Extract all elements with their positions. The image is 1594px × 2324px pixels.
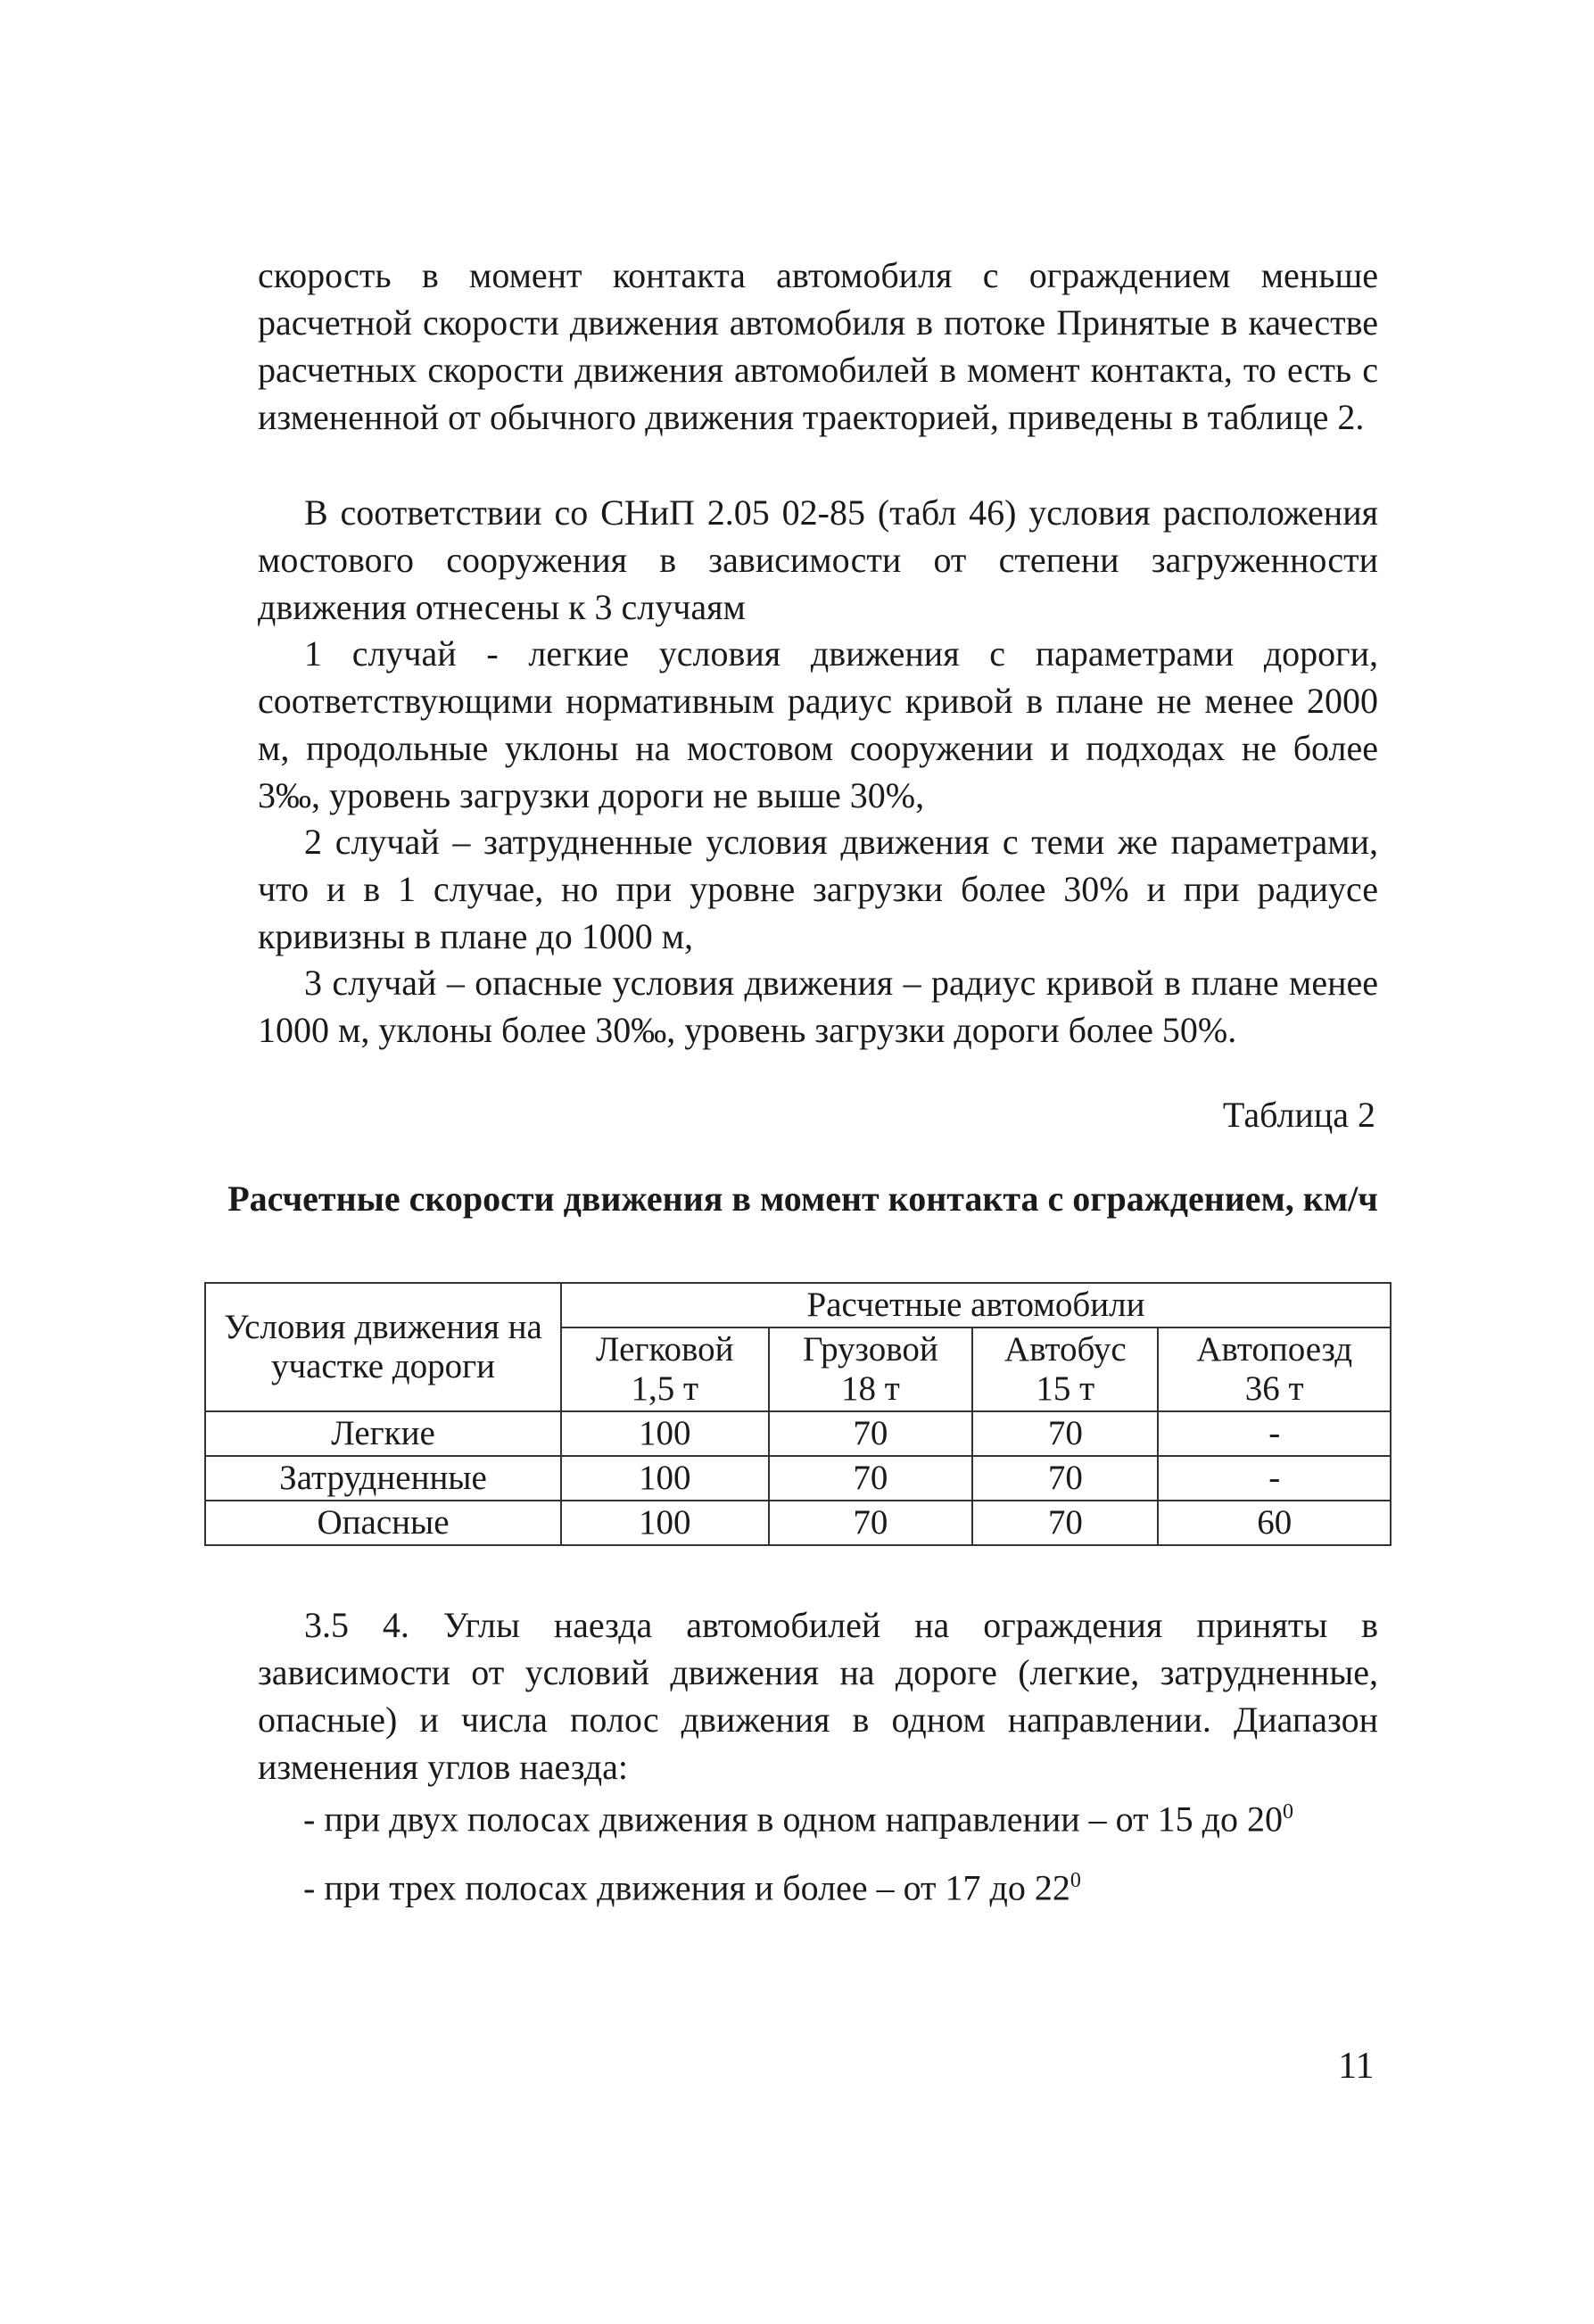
list-item-text: - при трех полосах движения и более – от 17 до 22 (303, 1867, 1070, 1908)
vehicle-mass: 15 т (1036, 1369, 1095, 1408)
vehicle-header (769, 1327, 973, 1411)
value-cell: 100 (561, 1411, 769, 1456)
vehicle-mass: 1,5 т (631, 1369, 699, 1408)
vehicle-group-header: Расчетные автомобили (561, 1283, 1391, 1327)
value-cell: 70 (769, 1501, 973, 1545)
condition-header: Условия движения на участке дороги (205, 1283, 561, 1411)
angles-paragraph: 3.5 4. Углы наезда автомобилей на ограждения приняты в зависимости от условий движения на дороге (легкие, затрудненные, опасные) и числа полос движения в одном направлении. Диапазон изменения углов наезда: (258, 1605, 1378, 1787)
value-cell: - (1158, 1456, 1391, 1501)
value-cell: 60 (1158, 1501, 1391, 1545)
table-title: Расчетные скорости движения в момент контакта с ограждением, км/ч (227, 1179, 1378, 1219)
vehicle-name: Грузовой (802, 1330, 938, 1369)
case-3-paragraph: 3 случай – опасные условия движения – радиус кривой в плане менее 1000 м, уклоны более 30‰, уровень загрузки дороги более 50%. (258, 963, 1378, 1050)
table-row (205, 1501, 1391, 1545)
intro-paragraph: скорость в момент контакта автомобиля с ограждением меньше расчетной скорости движения автомобиля в потоке Принятые в качестве расчетных скорости движения автомобилей в момент контакта, то есть с измененной от обычного движения траекторией, приведены в таблице 2. (258, 255, 1378, 437)
degree-superscript: 0 (1283, 1800, 1293, 1824)
vehicle-header (1158, 1327, 1391, 1411)
value-cell: 100 (561, 1501, 769, 1545)
degree-superscript: 0 (1070, 1869, 1081, 1892)
table-row (205, 1411, 1391, 1456)
table-label: Таблица 2 (1222, 1095, 1375, 1135)
value-cell: 70 (769, 1411, 973, 1456)
snip-paragraph: В соответствии со СНиП 2.05 02-85 (табл 46) условия расположения мостового сооружения в зависимости от степени загруженности движения отнесены к 3 случаям (258, 492, 1378, 627)
case-1-paragraph: 1 случай - легкие условия движения с параметрами дороги, соответствующими нормативным радиус кривой в плане не менее 2000 м, продольные уклоны на мостовом сооружении и подходах не более 3‰, уровень загрузки дороги не выше 30%, (258, 633, 1378, 815)
value-cell: 70 (769, 1456, 973, 1501)
vehicle-mass: 18 т (840, 1369, 900, 1408)
vehicle-header (561, 1327, 769, 1411)
table-row (205, 1456, 1391, 1501)
vehicle-name: Автопоезд (1196, 1330, 1353, 1369)
page-number: 11 (1338, 2046, 1375, 2087)
value-cell: 70 (972, 1411, 1158, 1456)
vehicle-mass: 36 т (1244, 1369, 1304, 1408)
list-item-text: - при двух полосах движения в одном направлении – от 15 до 20 (303, 1799, 1283, 1840)
case-2-paragraph: 2 случай – затрудненные условия движения с теми же параметрами, что и в 1 случае, но при уровне загрузки более 30% и при радиусе кривизны в плане до 1000 м, (258, 822, 1378, 956)
list-item (303, 1789, 1293, 1842)
condition-cell: Затрудненные (205, 1456, 561, 1501)
vehicle-name: Легковой (596, 1330, 734, 1369)
value-cell: 100 (561, 1456, 769, 1501)
vehicle-name: Автобус (1003, 1330, 1127, 1369)
value-cell: - (1158, 1411, 1391, 1456)
vehicle-header (972, 1327, 1158, 1411)
condition-cell: Опасные (205, 1501, 561, 1545)
condition-cell: Легкие (205, 1411, 561, 1456)
speed-table (204, 1282, 1392, 1546)
table-header-row (205, 1283, 1391, 1327)
value-cell: 70 (972, 1501, 1158, 1545)
list-item (303, 1857, 1081, 1911)
value-cell: 70 (972, 1456, 1158, 1501)
